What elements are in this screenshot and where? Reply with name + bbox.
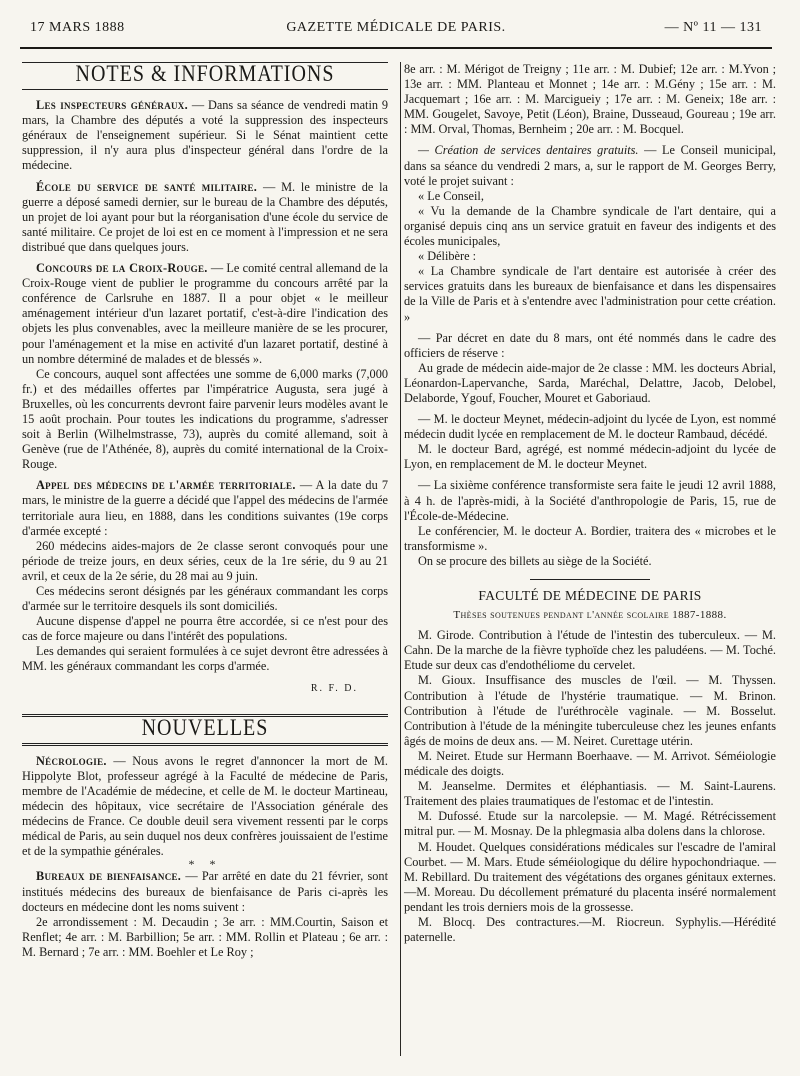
signature: R. F. D.: [310, 682, 358, 694]
article-appel-2: 260 médecins aides-majors de 2e classe seront convoqués pour une période de treize jours, en deux séries, ceux de la 1re série, du 9 au 21 avril, et ceux de la 2e série, du 28 mai au 9 juin.: [22, 538, 388, 583]
issue-page-number: — Nº 11 — 131: [664, 20, 762, 35]
article-bienfaisance-2: 2e arrondissement : M. Decaudin ; 3e arr. : MM.Courtin, Saison et Renflet; 4e arr. : M. Barbillion; 5e arr. : MM. Rollin et Plateau ; 6e arr. : M. Bernard ; 7e arr. : MM. Boehler et Le Roy ;: [22, 914, 388, 959]
article-ecole-sante: École du service de santé militaire. — M. le ministre de la guerre a déposé samedi dernier, sur le bureau de la Chambre des députés, un projet de loi ayant pour but la réorganisation d'une école du service de santé militaire. Ce projet de loi est en ce moment à l'impression et ne sera distribué que dans quelques jours.: [22, 179, 388, 254]
column-separator: [400, 62, 401, 1056]
article-decret: — Par décret en date du 8 mars, ont été nommés dans le cadre des officiers de réserve :: [404, 330, 776, 360]
right-column: [404, 62, 776, 945]
theses-3: M. Neiret. Etude sur Hermann Boerhaave. — M. Arrivot. Séméiologie médicale des doigts.: [404, 748, 776, 779]
article-conference: — La sixième conférence transformiste sera faite le jeudi 12 avril 1888, à 4 h. de l'après-midi, à la Société d'anthropologie de Paris, 15, rue de l'École-de-Médecine.: [404, 478, 776, 523]
faculte-subtitle: Thèses soutenues pendant l'année scolaire 1887-1888.: [453, 609, 727, 622]
article-conference-3: On se procure des billets au siège de la Société.: [418, 553, 652, 568]
theses-4: M. Jeanselme. Dermites et éléphantiasis. — M. Saint-Laurens. Traitement des plaies traumatiques de l'estomac et de l'intestin.: [404, 779, 776, 809]
article-inspecteurs: Les inspecteurs généraux. — Dans sa séance de vendredi matin 9 mars, la Chambre des députés a voté la suppression des inspecteurs généraux de l'enseignement supérieur. Si le Sénat maintient cette suppression, il n'y aura plus d'inspecteur général dans l'ordre de la médecine.: [22, 98, 388, 173]
article-dentaires: — Création de services dentaires gratuits. — Le Conseil municipal, dans sa séance du vendredi 2 mars, a, sur le rapport de M. Georges Berry, voté le projet suivant :: [404, 143, 777, 188]
journal-title: GAZETTE MÉDICALE DE PARIS.: [286, 20, 506, 35]
article-appel-3: Ces médecins seront désignés par les généraux commandant les corps d'armée sur le territoire desquels ils sont domiciliés.: [22, 584, 388, 614]
article-croix-rouge: Concours de la Croix-Rouge. — Le comité central allemand de la Croix-Rouge vient de publier le programme du concours arrêté par la conférence de Carlsruhe en 1887. Il a pour objet « le meilleur aménagement intérieur d'un lazaret portatif, c'est-à-dire l'indication des objets les plus convenables, avec la meilleure manière de se les procurer, pour l'aménagement et la mise en activité d'un lazaret portatif, destiné à un nombre déterminé de malades et de blessés ».: [22, 261, 389, 366]
theses-6: M. Houdet. Quelques considérations médicales sur l'escadre de l'amiral Courbet. — M. Mars. Etude séméiologique du délire hypochondriaque. — M. Rebillard. Du traitement des végétations des organes génitaux externes.—M. Moreau. Du décollement prématuré du placenta inséré normalement pendant les trois derniers mois de la grossesse.: [404, 839, 776, 914]
article-appel-medecins: Appel des médecins de l'armée territoriale. — A la date du 7 mars, le ministre de la guerre a décidé que l'appel des médecins de l'armée territoriale aura lieu, en 1888, dans les conditions suivantes (19e corps d'armée excepté :: [22, 478, 388, 538]
theses-1: M. Girode. Contribution à l'étude de l'intestin des tuberculeux. — M. Cahn. De la marche de la fièvre typhoïde chez les paludéens. — M. Toché. Etude sur deux cas d'endothéliome du cervelet.: [404, 628, 776, 673]
notes-title: NOTES & INFORMATIONS: [75, 61, 335, 87]
nouvelles-title: NOUVELLES: [141, 714, 269, 741]
theses-2: M. Gioux. Insuffisance des muscles de l'œil. — M. Thyssen. Contribution à l'étude de l'hystérie traumatique. — M. Brinon. Contribution à l'étude de l'uréthrocèle vaginale. — M. Bosselut. Contribution à l'étude de la méningite tuberculeuse chez les jeunes enfants âgés de moins de deux ans. — M. Neiret. Curettage utérin.: [404, 673, 776, 748]
nouvelles-heading-box: [22, 714, 388, 746]
theses-7: M. Blocq. Des contractures.—M. Riocreun. Syphylis.—Hérédité paternelle.: [404, 914, 776, 945]
article-dentaires-2: « Le Conseil,: [418, 188, 484, 203]
article-appel-5: Les demandes qui seraient formulées à ce sujet devront être adressées à MM. les généraux commandant les corps d'armée.: [22, 644, 388, 674]
article-dentaires-3: « Vu la demande de la Chambre syndicale de l'art dentaire, qui a organisé depuis cinq ans un service gratuit en faveur des indigents et des écoles municipales,: [404, 203, 776, 249]
article-necrologie: Nécrologie. — Nous avons le regret d'annoncer la mort de M. Hippolyte Blot, professeur agrégé à la Faculté de médecine de Paris, membre de l'Académie de médecine, et celle de M. le docteur Martineau, médecin des hôpitaux, vice secrétaire de l'Association générale des médecins de France. Ce double deuil sera vivement ressenti par le corps médical de Paris, au sein duquel nos deux confrères jouissaient de l'estime et de la sympathie générales.: [22, 753, 388, 859]
article-bienfaisance-cont: 8e arr. : M. Mérigot de Treigny ; 11e arr. : M. Dubief; 12e arr. : M.Yvon ; 13e arr. : MM. Planteau et Monnet ; 14e arr. : M.Gény ; 15e arr. : M. Jacquemart ; 16e arr. : M. Marcigueiy ; 17e arr. : M. Geneix; 18e arr. : MM. Gougelet, Savoye, Petit (Léon), Braine, Dusseaud, Goureau ; 19e arr. : MM. Orval, Thomas, Bernheim ; 20e arr. : M. Bocquel.: [404, 62, 776, 137]
article-bienfaisance: Bureaux de bienfaisance. — Par arrêté en date du 21 février, sont institués médecins des bureaux de bienfaisance de Paris ci-après les docteurs en médecine dont les noms suivent :: [22, 869, 388, 914]
article-dentaires-4: « Délibère :: [418, 249, 477, 264]
left-column: [22, 62, 388, 960]
article-croix-rouge-2: Ce concours, auquel sont affectées une somme de 6,000 marks (7,000 fr.) et des médailles offertes par l'impératrice Augusta, sera jugé à Bruxelles, où les concurrents devront faire parvenir leurs modèles avant le 15 août prochain. Pour toutes les indications du programme, s'adresser soit à Berlin (Wilhelmstrasse, 73), auprès du comité allemand, soit à Genève (rue de l'Athénée, 8), auprès du comité international de la Croix-Rouge.: [22, 366, 388, 472]
article-decret-2: Au grade de médecin aide-major de 2e classe : MM. les docteurs Abrial, Léonardon-Lapervanche, Sarda, Maréchal, Delattre, Jacob, Delobel, Delaborde, Ygouf, Foucher, Mouret et Gaboriaud.: [404, 360, 776, 405]
header-rule: [20, 47, 772, 49]
page-header: [30, 20, 762, 46]
notes-heading-box: [22, 62, 388, 90]
article-appel-4: Aucune dispense d'appel ne pourra être accordée, si ce n'est pour des cas de force majeure ou dans l'intérêt des populations.: [22, 614, 388, 644]
issue-date: 17 MARS 1888: [30, 20, 125, 35]
article-conference-2: Le conférencier, M. le docteur A. Bordier, traitera des « microbes et le transformisme ».: [404, 523, 776, 553]
section-rule: [530, 579, 650, 580]
article-dentaires-5: « La Chambre syndicale de l'art dentaire est autorisée à créer des services gratuits dans les bureaux de bienfaisance et dans les dispensaires de la Ville de Paris et à s'entendre avec l'administration pour cette création. »: [404, 264, 776, 324]
theses-5: M. Dufossé. Etude sur la narcolepsie. — M. Magé. Rétrécissement mitral pur. — M. Mosnay. De la phlegmasia alba dolens dans la chlorose.: [404, 809, 776, 839]
article-meynet: — M. le docteur Meynet, médecin-adjoint du lycée de Lyon, est nommé médecin dudit lycée en remplacement de M. le docteur Rambaud, décédé.: [404, 412, 776, 442]
separator-stars: * *: [188, 857, 222, 872]
faculte-title: FACULTÉ DE MÉDECINE DE PARIS: [478, 588, 702, 603]
article-bard: M. le docteur Bard, agrégé, est nommé médecin-adjoint du lycée de Lyon, en remplacement de M. le docteur Meynet.: [404, 442, 776, 472]
